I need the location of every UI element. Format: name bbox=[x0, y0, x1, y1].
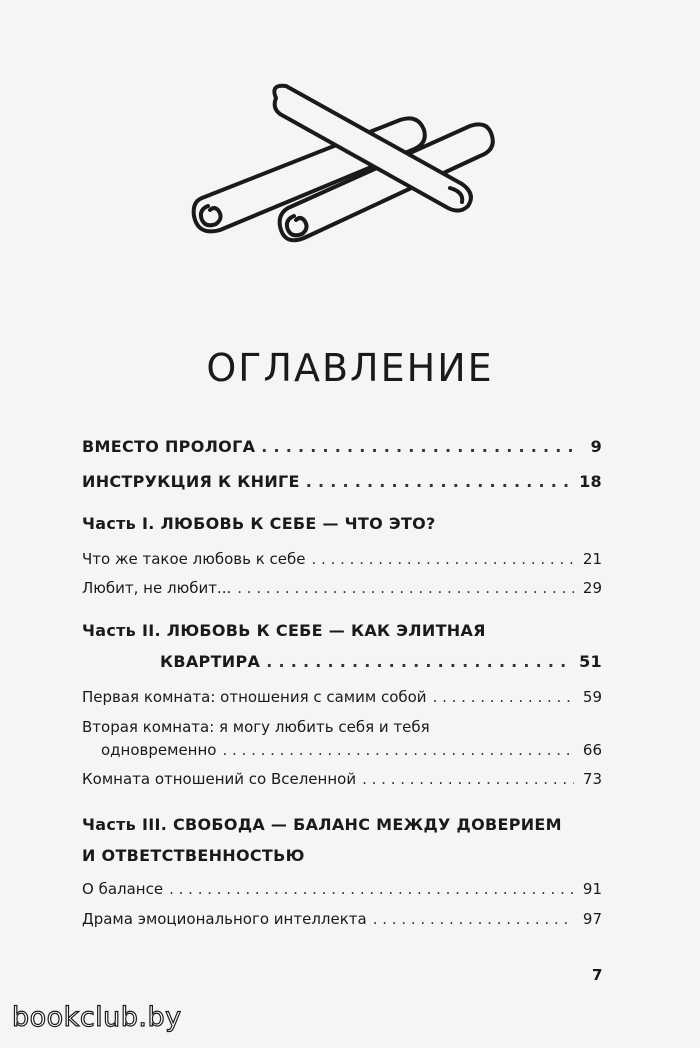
toc-entry-label: Первая комната: отношения с самим собой bbox=[82, 688, 427, 706]
toc-entry bbox=[82, 908, 602, 930]
dot-leader bbox=[306, 471, 573, 493]
page-title: ОГЛАВЛЕНИЕ bbox=[206, 346, 494, 390]
toc-entry-page: 21 bbox=[582, 550, 602, 568]
toc-entry-page: 91 bbox=[582, 880, 602, 898]
toc-entry-page: 73 bbox=[582, 770, 602, 788]
dot-leader bbox=[312, 548, 574, 570]
toc-entry-label: ИНСТРУКЦИЯ К КНИГЕ bbox=[82, 472, 300, 491]
toc-entry-page: 59 bbox=[582, 688, 602, 706]
dot-leader bbox=[362, 768, 574, 790]
toc-entry-page: 66 bbox=[582, 741, 602, 759]
page-number: 7 bbox=[592, 966, 603, 984]
toc-entry-label: КВАРТИРА bbox=[160, 652, 261, 671]
toc-entry-label: Что же такое любовь к себе bbox=[82, 550, 306, 568]
toc-entry-page: 51 bbox=[579, 652, 602, 671]
toc-entry-label: ВМЕСТО ПРОЛОГА bbox=[82, 437, 256, 456]
toc-entry bbox=[82, 548, 602, 570]
table-of-contents bbox=[82, 0, 602, 1048]
toc-entry bbox=[82, 768, 602, 790]
toc-entry-label: Драма эмоционального интеллекта bbox=[82, 910, 367, 928]
toc-entry bbox=[82, 436, 602, 458]
toc-entry bbox=[160, 651, 602, 673]
toc-entry-page: 18 bbox=[579, 472, 602, 491]
dot-leader bbox=[222, 739, 574, 761]
toc-entry-page: 97 bbox=[582, 910, 602, 928]
toc-entry-label: Любит, не любит... bbox=[82, 579, 232, 597]
toc-entry-label: О балансе bbox=[82, 880, 164, 898]
dot-leader bbox=[169, 878, 574, 900]
part-heading: Часть II. ЛЮБОВЬ К СЕБЕ — КАК ЭЛИТНАЯ bbox=[82, 621, 486, 640]
toc-entry bbox=[101, 739, 602, 761]
dot-leader bbox=[237, 577, 574, 599]
toc-entry-page: 29 bbox=[582, 579, 602, 597]
dot-leader bbox=[373, 908, 574, 930]
part-heading: Часть I. ЛЮБОВЬ К СЕБЕ — ЧТО ЭТО? bbox=[82, 514, 436, 533]
toc-entry bbox=[82, 471, 602, 493]
toc-entry bbox=[82, 878, 602, 900]
part-heading: Часть III. СВОБОДА — БАЛАНС МЕЖДУ ДОВЕРИЕМ bbox=[82, 815, 562, 834]
dot-leader bbox=[266, 651, 573, 673]
watermark: bookclub.by bbox=[12, 1002, 182, 1033]
toc-entry bbox=[82, 686, 602, 708]
toc-entry-label: одновременно bbox=[101, 741, 217, 759]
dot-leader bbox=[261, 436, 574, 458]
part-heading: И ОТВЕТСТВЕННОСТЬЮ bbox=[82, 846, 305, 865]
toc-entry-label: Комната отношений со Вселенной bbox=[82, 770, 357, 788]
dot-leader bbox=[433, 686, 574, 708]
toc-entry bbox=[82, 577, 602, 599]
toc-entry-label-line1: Вторая комната: я могу любить себя и тебя bbox=[82, 718, 430, 736]
toc-entry-page: 9 bbox=[590, 437, 602, 456]
